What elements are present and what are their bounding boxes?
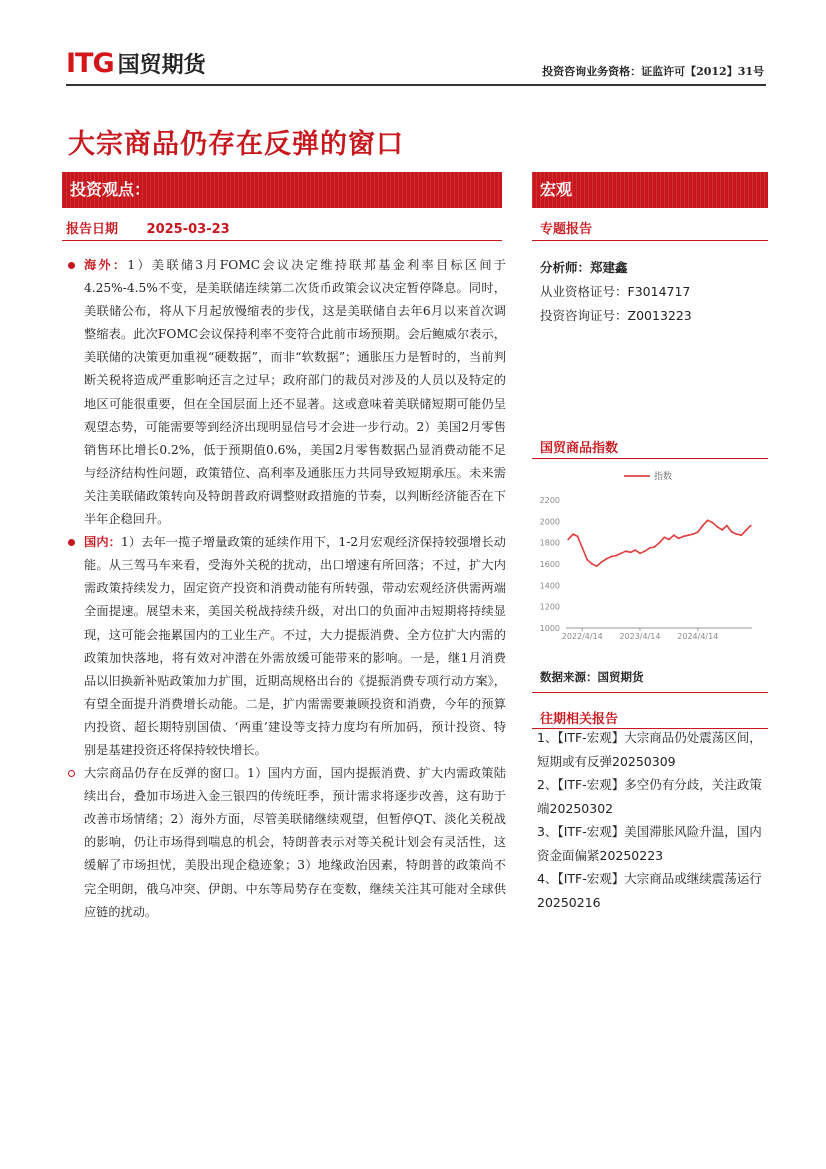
index-data-point <box>658 542 660 544</box>
index-data-point <box>586 559 588 561</box>
report-date-label: 报告日期 <box>66 222 119 237</box>
index-data-point <box>654 546 656 548</box>
source-divider <box>532 692 768 693</box>
bullet-icon <box>68 262 75 269</box>
index-data-point <box>668 539 670 541</box>
report-title: 大宗商品仍存在反弹的窗口 <box>68 129 404 160</box>
logo-itg: ITG <box>66 48 114 79</box>
index-data-point <box>620 552 622 554</box>
index-data-point <box>745 529 747 531</box>
commodity-index-chart <box>532 462 768 652</box>
analyst-label: 分析师： <box>540 260 591 275</box>
body-column <box>66 254 506 924</box>
legend-label: 指数 <box>654 472 673 482</box>
index-data-point <box>649 547 651 549</box>
index-data-point <box>610 556 612 558</box>
analyst-name: 郑建鑫 <box>590 260 628 275</box>
consulting-label: 投资咨询证号： <box>540 308 628 323</box>
x-tick-label: 2023/4/14 <box>619 632 661 641</box>
index-data-point <box>716 526 718 528</box>
index-data-point <box>582 547 584 549</box>
index-data-point <box>615 555 617 557</box>
index-data-point <box>731 531 733 533</box>
index-data-point <box>692 533 694 535</box>
bullet-icon <box>68 539 75 546</box>
bullet-icon <box>68 770 75 777</box>
date-divider <box>62 240 502 241</box>
index-data-point <box>721 529 723 531</box>
consulting-number: Z0013223 <box>627 308 692 323</box>
index-data-point <box>606 558 608 560</box>
paragraph-lead: 国内： <box>84 535 121 550</box>
index-data-point <box>644 550 646 552</box>
qualification-label: 从业资格证号： <box>540 284 628 299</box>
type-divider <box>532 240 768 241</box>
paragraph-text: 1）去年一揽子增量政策的延续作用下，1-2月宏观经济保持较强增长动能。从三驾马车来看，受海外关税的扰动，出口增速有所回落；不过，扩大内需政策持续发力，固定资产投资和消费动能有所转强，带动宏观经济供需两端全面提速。展望未来，美国关税战持续升级，对出口的负面冲击短期将持续显现，这可能会拖累国内的工业生产。不过，大力提振消费、全方位扩大内需的政策加快落地，将有效对冲潜在外需放缓可能带来的影响。一是，继1月消费品以旧换新补贴政策加力扩围，近期高规格出台的《提振消费专项行动方案》，有望全面提升消费增长动能。二是，扩内需需要兼顾投资和消费，今年的预算内投资、超长期特别国债、‘两重’建设等支持力度均有所加码，预计投资、特别是基建投资还将保持较快增长。 <box>84 535 506 757</box>
index-data-point <box>567 539 569 541</box>
chart-source: 数据来源：国贸期货 <box>540 670 644 684</box>
index-data-point <box>630 551 632 553</box>
index-data-point <box>572 533 574 535</box>
y-tick-label: 1000 <box>539 624 560 633</box>
y-tick-label: 1400 <box>539 581 560 591</box>
report-type: 专题报告 <box>540 222 593 237</box>
y-tick-label: 2000 <box>539 517 560 527</box>
related-report-item[interactable]: 3、【ITF-宏观】美国滞胀风险升温，国内资金面偏紧20250223 <box>537 824 762 863</box>
paragraph-domestic <box>66 531 506 762</box>
paragraph-text: 大宗商品仍存在反弹的窗口。1）国内方面，国内提振消费、扩大内需政策陆续出台，叠加市场进入金三银四的传统旺季，预计需求将逐步改善，这有助于改善市场情绪；2）海外方面，尽管美联储继续观望，但暂停QT、淡化关税战的影响，仍让市场得到喘息的机会，特朗普表示对等关税计划会有灵活性，这缓解了市场担忧，美股出现企稳迹象；3）地缘政治因素，特朗普的政策尚不完全明朗，俄乌冲突、伊朗、中东等局势存在变数，继续关注其可能对全球供应链的扰动。 <box>84 766 506 919</box>
related-report-item[interactable]: 2、【ITF-宏观】多空仍有分歧，关注政策端20250302 <box>537 777 762 816</box>
index-data-point <box>591 563 593 565</box>
index-data-point <box>736 533 738 535</box>
paragraph-commodities <box>66 762 506 924</box>
index-data-point <box>577 535 579 537</box>
index-data-point <box>711 522 713 524</box>
paragraph-lead: 海外： <box>84 258 128 272</box>
index-data-point <box>707 519 709 521</box>
index-data-point <box>663 536 665 538</box>
category-band: 宏观 <box>532 172 768 208</box>
x-tick-label: 2022/4/14 <box>561 632 603 641</box>
report-date-row <box>66 218 230 237</box>
qualification-row <box>540 280 692 304</box>
index-data-point <box>750 525 752 527</box>
paragraph-text: 1）美联储3月FOMC会议决定维持联邦基金利率目标区间于4.25%-4.5%不变，是美联储连续第二次货币政策会议决定暂停降息。同时，美联储公布，将从下月起放慢缩表的步伐，这是美联储自去年6月以来首次调整缩表。此次FOMC会议保持利率不变符合此前市场预期。会后鲍威尔表示，美联储的决策更加重视“硬数据”，而非“软数据”；通胀压力是暂时的，当前判断关税将造成严重影响还言之过早；政府部门的裁员对涉及的人员以及特定的地区可能很重要，但在全国层面上还不显著。这或意味着美联储短期可能仍呈观望态势，可能需要等到经济出现明显信号才会进一步行动。2）美国2月零售销售环比增长0.2%，低于预期值0.6%，美国2月零售数据凸显消费动能不足与经济结构性问题，政策错位、高利率及通胀压力共同导致短期承压。未来需关注美联储政策转向及特朗普政府调整财政措施的节奏，以判断经济能否在下半年企稳回升。 <box>84 258 506 527</box>
index-data-point <box>625 550 627 552</box>
chart-title: 国贸商品指数 <box>540 441 619 456</box>
index-data-point <box>741 534 743 536</box>
related-report-item[interactable]: 4、【ITF-宏观】大宗商品或继续震荡运行20250216 <box>537 871 762 910</box>
index-data-point <box>726 525 728 527</box>
y-tick-label: 1600 <box>539 560 560 569</box>
index-data-point <box>634 549 636 551</box>
index-data-point <box>601 561 603 563</box>
related-reports-title: 往期相关报告 <box>540 712 619 727</box>
index-data-point <box>702 525 704 527</box>
index-data-point <box>673 534 675 536</box>
paragraph-overseas <box>66 254 506 531</box>
analyst-block <box>540 256 692 328</box>
y-tick-label: 1200 <box>539 602 560 612</box>
analyst-name-row <box>540 256 692 280</box>
license-text: 投资咨询业务资格：证监许可【2012】31号 <box>542 65 764 78</box>
chart-title-divider <box>532 458 768 459</box>
y-tick-label: 2200 <box>539 496 560 505</box>
index-data-point <box>678 538 680 540</box>
index-data-point <box>688 534 690 536</box>
chart-svg <box>532 462 768 652</box>
report-date: 2025-03-23 <box>146 222 230 237</box>
related-report-item[interactable]: 1、【ITF-宏观】大宗商品仍处震荡区间，短期或有反弹20250309 <box>537 730 762 769</box>
investment-view-band: 投资观点： <box>62 172 502 208</box>
index-data-point <box>683 535 685 537</box>
logo-company-name: 国贸期货 <box>117 53 206 78</box>
index-data-point <box>697 531 699 533</box>
index-data-point <box>596 565 598 567</box>
company-logo <box>66 48 206 79</box>
header-divider <box>66 84 766 86</box>
consulting-row <box>540 304 692 328</box>
index-data-point <box>639 552 641 554</box>
y-tick-label: 1800 <box>539 538 560 548</box>
related-reports-list <box>537 726 767 914</box>
qualification-number: F3014717 <box>627 284 691 299</box>
x-tick-label: 2024/4/14 <box>677 632 719 641</box>
